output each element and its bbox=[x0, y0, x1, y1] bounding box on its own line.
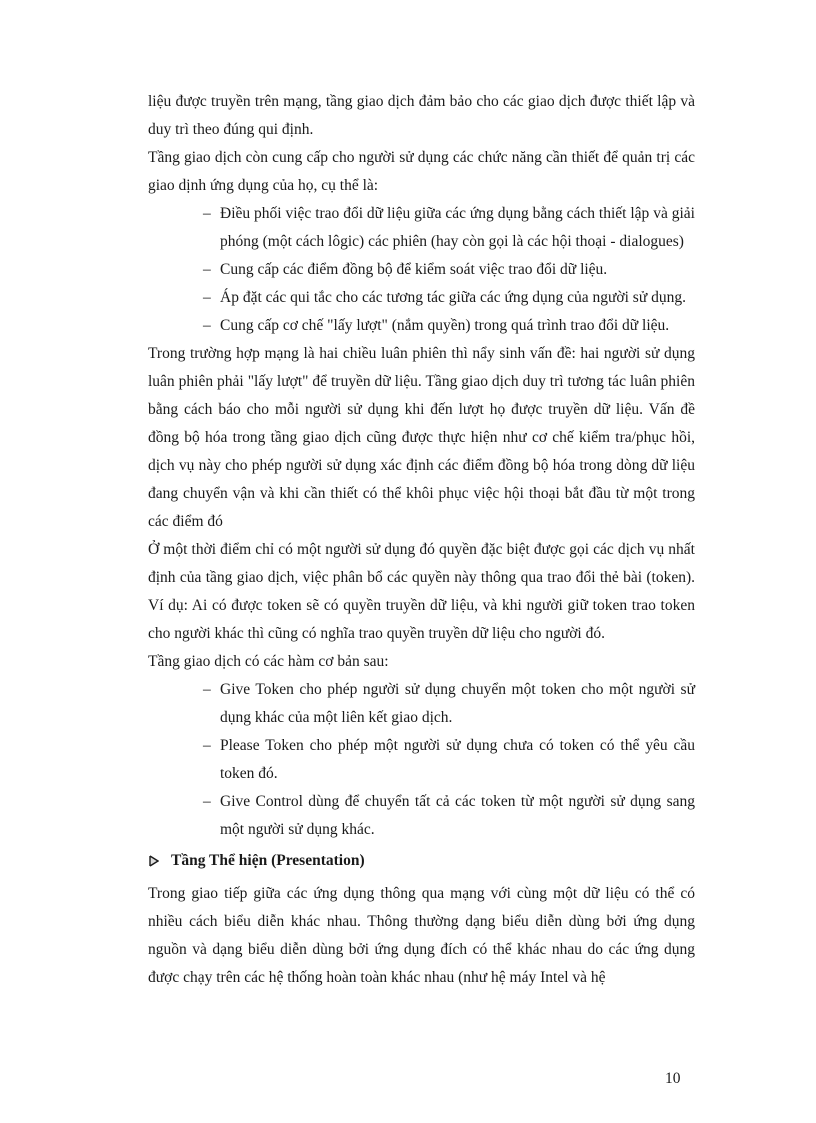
list-item bbox=[203, 256, 695, 284]
list-item-text: Give Control dùng để chuyển tất cả các token từ một người sử dụng sang một người sử dụng khác. bbox=[220, 793, 695, 838]
page-number: 10 bbox=[665, 1070, 681, 1087]
basic-functions-list bbox=[148, 676, 695, 844]
list-item-text: Cung cấp cơ chế "lấy lượt" (nắm quyền) trong quá trình trao đổi dữ liệu. bbox=[220, 317, 670, 334]
list-item bbox=[203, 200, 695, 256]
list-item-text: Áp đặt các qui tắc cho các tương tác giữa các ứng dụng của người sử dụng. bbox=[220, 289, 686, 306]
list-item-text: Cung cấp các điểm đồng bộ để kiểm soát việc trao đổi dữ liệu. bbox=[220, 261, 608, 278]
paragraph-presentation-intro: Trong giao tiếp giữa các ứng dụng thông qua mạng với cùng một dữ liệu có thể có nhiều cách biểu diễn khác nhau. Thông thường dạng biểu diễn dùng bởi ứng dụng nguồn và dạng biểu diễn dùng bởi ứng dụng đích có thể khác nhau do các ứng dụng được chạy trên các hệ thống hoàn toàn khác nhau (như hệ máy Intel và hệ bbox=[148, 885, 695, 986]
list-item bbox=[203, 732, 695, 788]
paragraph-token: Ở một thời điểm chỉ có một người sử dụng đó quyền đặc biệt được gọi các dịch vụ nhất định của tầng giao dịch, việc phân bổ các quyền này thông qua trao đổi thẻ bài (token). Ví dụ: Ai có được token sẽ có quyền truyền dữ liệu, và khi người giữ token trao token cho người khác thì cũng có nghĩa trao quyền truyền dữ liệu cho người đó. bbox=[148, 541, 695, 642]
list-item bbox=[203, 312, 695, 340]
list-item-text: Điều phối việc trao đổi dữ liệu giữa các ứng dụng bằng cách thiết lập và giải phóng (một cách lôgic) các phiên (hay còn gọi là các hội thoại - dialogues) bbox=[220, 205, 695, 250]
list-item bbox=[203, 284, 695, 312]
list-item bbox=[203, 788, 695, 844]
dash-bullet: – bbox=[203, 205, 211, 222]
session-functions-list bbox=[148, 200, 695, 340]
paragraph-basic-functions-intro: Tầng giao dịch có các hàm cơ bản sau: bbox=[148, 653, 389, 670]
list-item-text: Please Token cho phép một người sử dụng chưa có token có thể yêu cầu token đó. bbox=[220, 737, 695, 782]
dash-bullet: – bbox=[203, 681, 211, 698]
dash-bullet: – bbox=[203, 793, 211, 810]
list-item-text: Give Token cho phép người sử dụng chuyển một token cho một người sử dụng khác của một liên kết giao dịch. bbox=[220, 681, 695, 726]
page-content bbox=[148, 88, 695, 992]
section-heading-text: Tầng Thể hiện (Presentation) bbox=[171, 852, 365, 869]
arrow-bullet-icon bbox=[149, 855, 159, 867]
section-heading-presentation bbox=[148, 846, 695, 876]
paragraph-session-functions-intro: Tầng giao dịch còn cung cấp cho người sử dụng các chức năng cần thiết để quản trị các giao dịnh ứng dụng của họ, cụ thể là: bbox=[148, 149, 695, 194]
dash-bullet: – bbox=[203, 737, 211, 754]
dash-bullet: – bbox=[203, 261, 211, 278]
paragraph-turn-taking: Trong trường hợp mạng là hai chiều luân phiên thì nẩy sinh vấn đề: hai người sử dụng luân phiên phải "lấy lượt" để truyền dữ liệu. Tầng giao dịch duy trì tương tác luân phiên bằng cách báo cho mỗi người sử dụng khi đến lượt họ được truyền dữ liệu. Vấn đề đồng bộ hóa trong tầng giao dịch cũng được thực hiện như cơ chế kiểm tra/phục hồi, dịch vụ này cho phép người sử dụng xác định các điểm đồng bộ hóa trong dòng dữ liệu đang chuyển vận và khi cần thiết có thể khôi phục việc hội thoại bắt đầu từ một trong các điểm đó bbox=[148, 345, 695, 530]
paragraph-continuation: liệu được truyền trên mạng, tầng giao dịch đảm bảo cho các giao dịch được thiết lập và duy trì theo đúng qui định. bbox=[148, 93, 695, 138]
dash-bullet: – bbox=[203, 289, 211, 306]
dash-bullet: – bbox=[203, 317, 211, 334]
list-item bbox=[203, 676, 695, 732]
